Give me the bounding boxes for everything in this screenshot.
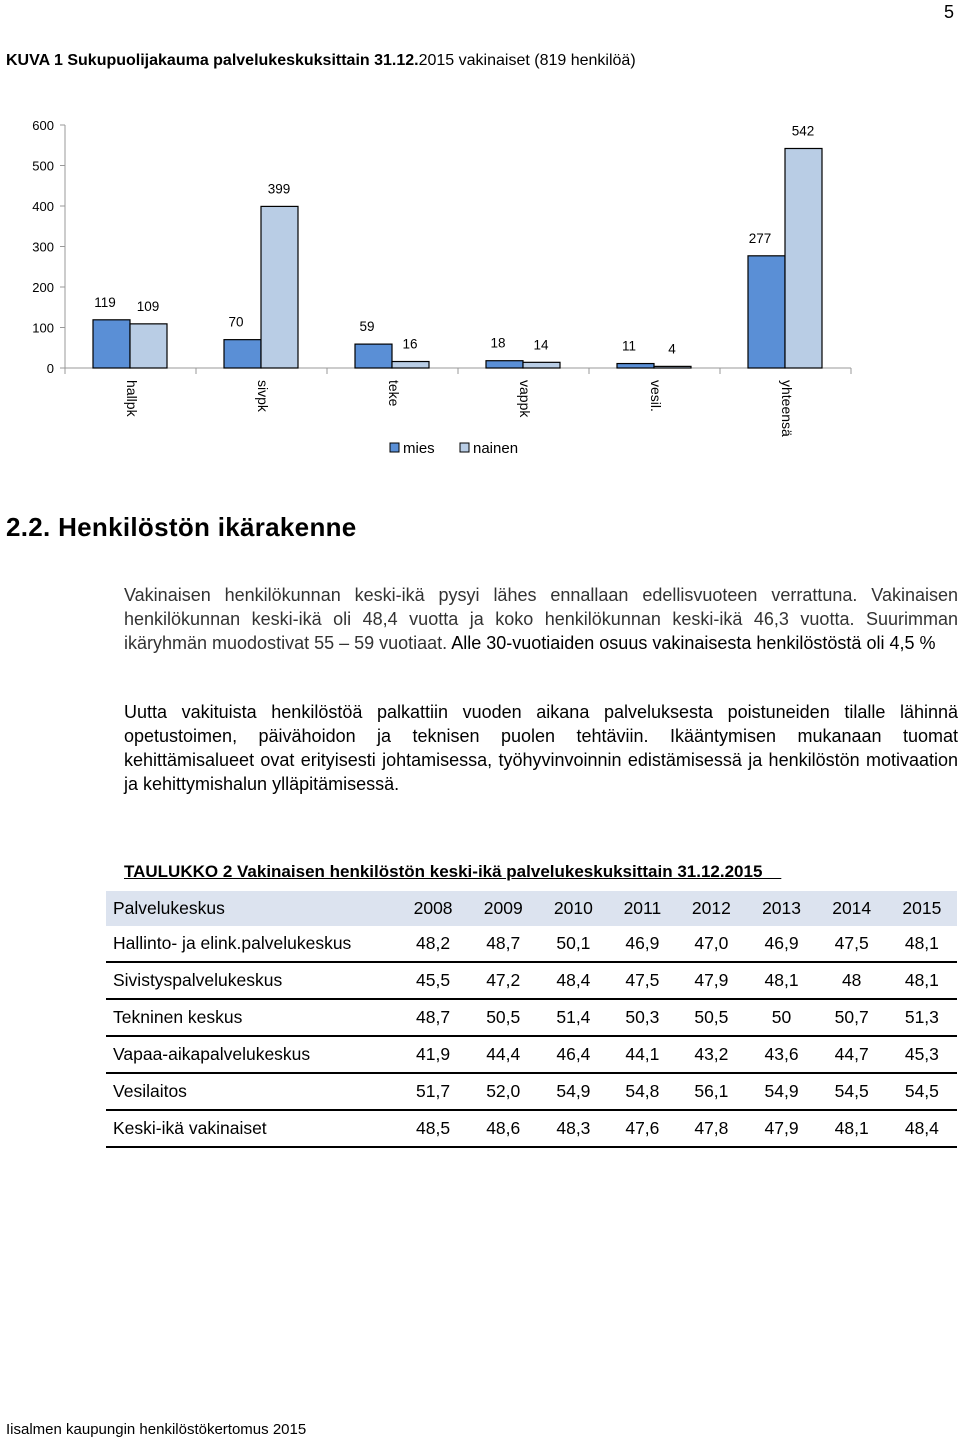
table-cell-value: 47,5 — [817, 926, 887, 962]
table-row — [106, 1036, 957, 1073]
table-cell-value: 44,1 — [608, 1036, 676, 1073]
table-cell-value: 48,6 — [468, 1110, 538, 1147]
table-header-year: 2013 — [746, 891, 816, 926]
figure-caption — [6, 52, 636, 70]
table-body — [106, 926, 957, 1147]
x-category-label: vappk — [517, 380, 533, 418]
bar-mies — [93, 320, 130, 368]
y-tick-label: 0 — [46, 361, 54, 376]
table-cell-value: 48,2 — [398, 926, 468, 962]
table-cell-value: 47,6 — [608, 1110, 676, 1147]
paragraph-average-age-part1: Vakinaisen henkilökunnan keski-ikä pysyi lähes ennallaan edellisvuoteen verrattuna. Vakinaisen henkilökunnan keski-ikä oli 48,4 vuotta ja koko henkilökunnan keski-ikä 46,3 vuotta. Suurimman ikäryhmän muodostivat 55 – 59 vuotiaat. — [124, 585, 958, 653]
paragraph-recruitment: Uutta vakituista henkilöstöä palkattiin vuoden aikana palveluksesta poistuneiden tilalle lähinnä opetustoimen, päivähoidon ja teknisen puolen tehtäviin. Ikääntymisen mukanaan tuomat kehittämisalueet ovat erityisesti johtamisessa, työhyvinvoinnin edistämisessä ja henkilöstön motivaation ja kehittymishalun ylläpitämisessä. — [124, 702, 958, 794]
table-cell-value: 46,9 — [746, 926, 816, 962]
legend-swatch-mies — [390, 443, 399, 452]
table-cell-value: 54,5 — [817, 1073, 887, 1110]
table-cell-value: 47,2 — [468, 962, 538, 999]
table-cell-value: 56,1 — [676, 1073, 746, 1110]
bar-mies — [486, 361, 523, 368]
table-cell-value: 50,1 — [538, 926, 608, 962]
bar-value-label: 4 — [668, 341, 676, 357]
table-cell-value: 48 — [817, 962, 887, 999]
table-header-year: 2009 — [468, 891, 538, 926]
table-cell-value: 50,5 — [468, 999, 538, 1036]
table-cell-value: 50,5 — [676, 999, 746, 1036]
table-row — [106, 926, 957, 962]
bar-nainen — [392, 362, 429, 368]
x-category-label: yhteensä — [779, 380, 795, 437]
table-cell-value: 50 — [746, 999, 816, 1036]
bar-value-label: 59 — [359, 319, 375, 335]
table-cell-value: 54,9 — [746, 1073, 816, 1110]
bar-value-label: 14 — [533, 337, 549, 353]
table-header-name: Palvelukeskus — [106, 891, 398, 926]
table-cell-value: 46,9 — [608, 926, 676, 962]
y-tick-label: 200 — [32, 280, 54, 295]
table-cell-value: 48,4 — [887, 1110, 957, 1147]
table-cell-name: Vapaa-aikapalvelukeskus — [106, 1036, 398, 1073]
y-tick-label: 100 — [32, 320, 54, 336]
table-cell-value: 45,3 — [887, 1036, 957, 1073]
figure-caption-bold: KUVA 1 Sukupuolijakauma palvelukeskuksittain 31.12. — [6, 52, 419, 69]
table-header-row — [106, 891, 957, 926]
table-header-year: 2014 — [817, 891, 887, 926]
table-cell-name: Tekninen keskus — [106, 999, 398, 1036]
table-row — [106, 1110, 957, 1147]
y-tick-label: 500 — [32, 158, 54, 174]
table-cell-value: 51,7 — [398, 1073, 468, 1110]
x-category-label: sivpk — [255, 380, 271, 412]
bar-nainen — [523, 362, 560, 368]
table-cell-value: 48,5 — [398, 1110, 468, 1147]
table-cell-name: Sivistyspalvelukeskus — [106, 962, 398, 999]
table-cell-value: 51,3 — [887, 999, 957, 1036]
y-tick-label: 400 — [32, 199, 54, 214]
bar-mies — [617, 364, 654, 368]
x-category-label: teke — [386, 380, 402, 407]
average-age-table — [106, 891, 957, 1148]
table-cell-value: 44,7 — [817, 1036, 887, 1073]
table-cell-value: 48,1 — [817, 1110, 887, 1147]
table-cell-value: 46,4 — [538, 1036, 608, 1073]
table-cell-value: 48,1 — [887, 962, 957, 999]
y-tick-label: 600 — [32, 118, 54, 133]
table-cell-value: 47,9 — [676, 962, 746, 999]
table-cell-value: 54,5 — [887, 1073, 957, 1110]
bar-mies — [355, 344, 392, 368]
table-cell-name: Keski-ikä vakinaiset — [106, 1110, 398, 1147]
table-cell-value: 54,9 — [538, 1073, 608, 1110]
bar-value-label: 277 — [748, 230, 772, 246]
table-cell-value: 48,1 — [746, 962, 816, 999]
table-cell-value: 48,3 — [538, 1110, 608, 1147]
table-header-year: 2010 — [538, 891, 608, 926]
table-cell-value: 47,5 — [608, 962, 676, 999]
legend-label-nainen: nainen — [473, 440, 519, 457]
x-category-label: vesil. — [648, 380, 664, 412]
table-cell-value: 50,7 — [817, 999, 887, 1036]
table-header-year: 2015 — [887, 891, 957, 926]
table-cell-value: 48,7 — [468, 926, 538, 962]
table-cell-value: 45,5 — [398, 962, 468, 999]
table-header-year: 2011 — [608, 891, 676, 926]
page-number: 5 — [943, 2, 954, 22]
y-tick-label: 300 — [32, 239, 54, 255]
table-cell-value: 43,6 — [746, 1036, 816, 1073]
table-cell-value: 41,9 — [398, 1036, 468, 1073]
figure-caption-rest: 2015 vakinaiset (819 henkilöä) — [418, 52, 636, 69]
bar-nainen — [654, 366, 691, 368]
bar-value-label: 399 — [267, 181, 291, 197]
table-row — [106, 1073, 957, 1110]
table-caption: TAULUKKO 2 Vakinaisen henkilöstön keski-ikä palvelukeskuksittain 31.12.2015 — [124, 862, 782, 881]
table-cell-value: 43,2 — [676, 1036, 746, 1073]
bar-value-label: 119 — [94, 294, 116, 310]
legend-label-mies: mies — [403, 440, 435, 457]
table-cell-value: 44,4 — [468, 1036, 538, 1073]
table-cell-value: 48,7 — [398, 999, 468, 1036]
bar-mies — [748, 256, 785, 368]
footer-text: Iisalmen kaupungin henkilöstökertomus 2015 — [6, 1421, 307, 1438]
legend-swatch-nainen — [460, 443, 469, 452]
table-row — [106, 962, 957, 999]
table-cell-value: 48,1 — [887, 926, 957, 962]
bar-nainen — [261, 206, 298, 368]
table-cell-value: 54,8 — [608, 1073, 676, 1110]
table-cell-value: 51,4 — [538, 999, 608, 1036]
table-header-year: 2012 — [676, 891, 746, 926]
table-cell-name: Hallinto- ja elink.palvelukeskus — [106, 926, 398, 962]
bar-value-label: 11 — [621, 338, 637, 354]
bar-value-label: 18 — [490, 335, 506, 351]
bar-value-label: 70 — [228, 314, 244, 330]
table-cell-value: 47,8 — [676, 1110, 746, 1147]
table-cell-value: 48,4 — [538, 962, 608, 999]
bar-value-label: 542 — [791, 123, 815, 139]
bar-nainen — [130, 324, 167, 368]
gender-distribution-chart — [0, 100, 870, 480]
bar-value-label: 16 — [402, 336, 418, 352]
table-row — [106, 999, 957, 1036]
table-cell-value: 47,9 — [746, 1110, 816, 1147]
bar-value-label: 109 — [136, 298, 160, 314]
section-heading: 2.2. Henkilöstön ikärakenne — [6, 512, 357, 542]
x-category-label: hallpk — [124, 380, 140, 417]
bar-nainen — [785, 148, 822, 368]
table-header-year: 2008 — [398, 891, 468, 926]
table-cell-value: 47,0 — [676, 926, 746, 962]
paragraph-average-age — [124, 583, 958, 655]
table-cell-name: Vesilaitos — [106, 1073, 398, 1110]
bar-mies — [224, 340, 261, 368]
table-cell-value: 50,3 — [608, 999, 676, 1036]
paragraph-average-age-part2: Alle 30-vuotiaiden osuus vakinaisesta henkilöstöstä oli 4,5 % — [447, 633, 936, 653]
table-cell-value: 52,0 — [468, 1073, 538, 1110]
